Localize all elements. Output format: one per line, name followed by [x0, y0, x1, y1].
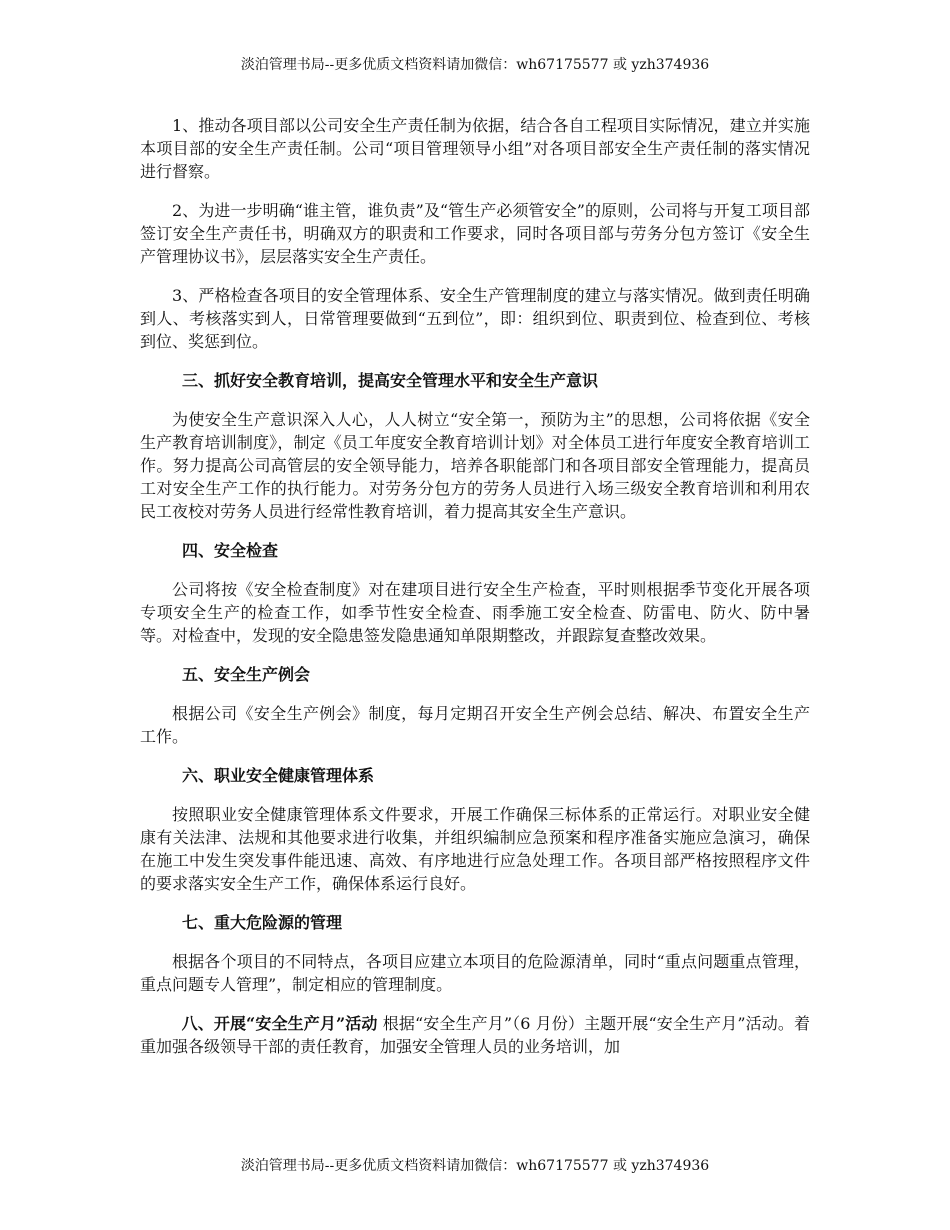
section-heading-8: 八、开展“安全生产月”活动	[181, 1014, 378, 1033]
section-heading-6: 六、职业安全健康管理体系	[182, 766, 375, 785]
paragraph-3: 3、严格检查各项目的安全管理体系、安全生产管理制度的建立与落实情况。做到责任明确到人、考核落实到人，日常管理要做到“五到位”，即：组织到位、职责到位、检查到位、考核到位、奖惩到位。	[140, 286, 810, 351]
page-footer: 淡泊管理书局--更多优质文档资料请加微信：wh67175577 或 yzh374936	[240, 1158, 710, 1174]
section-heading-7: 七、重大危险源的管理	[182, 913, 343, 932]
document-body	[140, 114, 810, 1074]
paragraph-6: 根据公司《安全生产例会》制度，每月定期召开安全生产例会总结、解决、布置安全生产工作。	[140, 704, 810, 746]
paragraph-4: 为使安全生产意识深入人心，人人树立“安全第一，预防为主”的思想，公司将依据《安全生产教育培训制度》，制定《员工年度安全教育培训计划》对全体员工进行年度安全教育培训工作。努力提高公司高管层的安全领导能力，培养各职能部门和各项目部安全管理能力，提高员工对安全生产工作的执行能力。对劳务分包方的劳务人员进行入场三级安全教育培训和利用农民工夜校对劳务人员进行经常性教育培训，着力提高其安全生产意识。	[140, 410, 810, 521]
section-heading-4: 四、安全检查	[182, 541, 279, 560]
paragraph-5: 公司将按《安全检查制度》对在建项目进行安全生产检查，平时则根据季节变化开展各项专项安全生产的检查工作，如季节性安全检查、雨季施工安全检查、防雷电、防火、防中暑等。对检查中，发现的安全隐患签发隐患通知单限期整改，并跟踪复查整改效果。	[140, 580, 810, 645]
paragraph-2: 2、为进一步明确“谁主管，谁负责”及“管生产必须管安全”的原则，公司将与开复工项目部签订安全生产责任书，明确双方的职责和工作要求，同时各项目部与劳务分包方签订《安全生产管理协议书》，层层落实安全生产责任。	[140, 201, 810, 266]
page-header: 淡泊管理书局--更多优质文档资料请加微信：wh67175577 或 yzh374936	[240, 57, 710, 73]
paragraph-8: 根据各个项目的不同特点，各项目应建立本项目的危险源清单，同时“重点问题重点管理，重点问题专人管理”，制定相应的管理制度。	[140, 952, 810, 994]
paragraph-1: 1、推动各项目部以公司安全生产责任制为依据，结合各自工程项目实际情况，建立并实施本项目部的安全生产责任制。公司“项目管理领导小组”对各项目部安全生产责任制的落实情况进行督察。	[140, 116, 810, 181]
section-heading-5: 五、安全生产例会	[182, 665, 311, 684]
section-heading-3: 三、抓好安全教育培训，提高安全管理水平和安全生产意识	[182, 371, 599, 390]
paragraph-9	[140, 1012, 810, 1058]
paragraph-7: 按照职业安全健康管理体系文件要求，开展工作确保三标体系的正常运行。对职业安全健康有关法津、法规和其他要求进行收集，并组织编制应急预案和程序准备实施应急演习，确保在施工中发生突发事件能迅速、高效、有序地进行应急处理工作。各项目部严格按照程序文件的要求落实安全生产工作，确保体系运行良好。	[140, 805, 810, 893]
paragraph-9-text: 根据“安全生产月”（6 月份）主题开展“安全生产月”活动。着重加强各级领导干部的责任教育，加强安全管理人员的业务培训，加	[140, 1014, 810, 1056]
